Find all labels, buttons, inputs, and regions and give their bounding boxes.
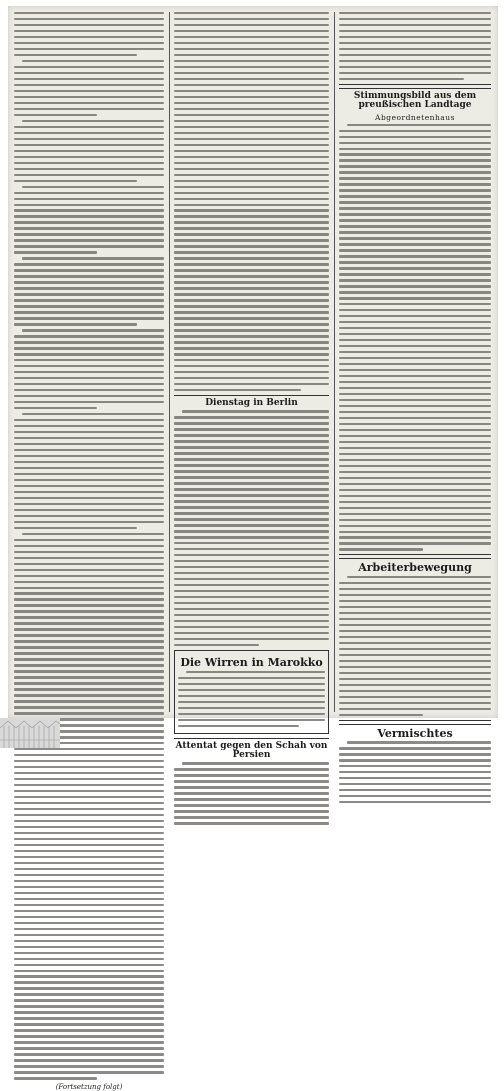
section-heading-vermischtes: Vermischtes (377, 726, 453, 740)
column-divider (169, 12, 170, 712)
newspaper-page (8, 6, 498, 1091)
continuation-note: (Fortsetzung folgt) (55, 1083, 123, 1091)
section-heading-attentat: Attentat gegen den Schah von Persien (175, 740, 328, 761)
column-b-text-top (174, 12, 329, 391)
column-a-text (14, 12, 164, 1080)
section-heading-landtag: Stimmungsbild aus dem preußischen Landtage (353, 90, 477, 111)
column-c-text-mid (339, 124, 491, 551)
section-rule (339, 84, 491, 89)
section-rule (174, 738, 329, 739)
boxed-article-marokko (174, 650, 329, 733)
column-b-text-mid (174, 410, 329, 646)
column-c-text-top (339, 12, 491, 80)
section-subheading-abgeordnetenhaus: Abgeordnetenhaus (375, 112, 455, 122)
column-c-text-arbeiter (339, 576, 491, 716)
column-b-text-bottom (174, 762, 329, 824)
section-rule (339, 720, 491, 725)
section-heading-dienstag: Dienstag in Berlin (205, 398, 298, 408)
section-heading-marokko: Die Wirren in Marokko (180, 656, 323, 670)
column-divider (334, 12, 335, 712)
column-c-text-vermischtes (339, 741, 491, 803)
column-c (339, 12, 491, 740)
section-rule (174, 395, 329, 396)
column-a (14, 12, 164, 1091)
column-b (174, 12, 329, 761)
section-heading-arbeiterbewegung: Arbeiterbewegung (358, 561, 472, 575)
building-silhouette-icon (0, 718, 60, 748)
section-rule (339, 554, 491, 559)
